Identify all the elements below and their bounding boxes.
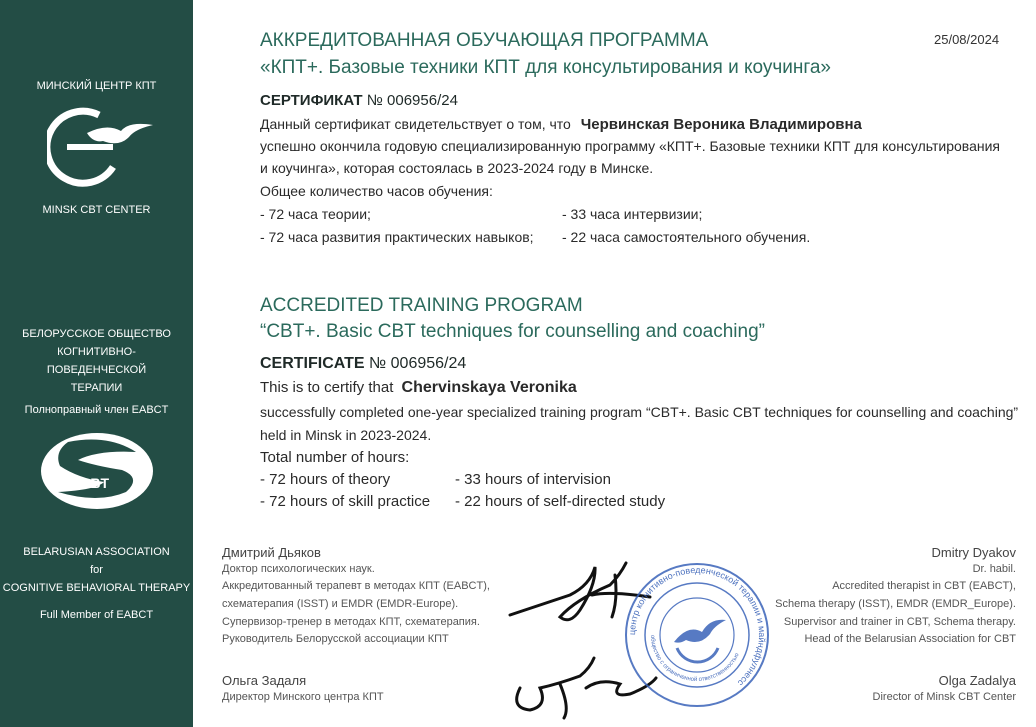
intro-ru: [260, 114, 862, 135]
member-ru: Полноправный член EABCT: [24, 404, 169, 416]
center-name-ru: МИНСКИЙ ЦЕНТР КПТ: [36, 80, 157, 92]
signatory1-line4-en: Supervisor and trainer in CBT, Schema therapy.: [783, 616, 1016, 628]
intro-text-ru: Данный сертификат свидетельствует о том, что: [260, 116, 571, 132]
program-line-en: successfully completed one-year specialized training program “CBT+. Basic CBT techniques for counselling and coaching”: [260, 404, 1019, 420]
signatory1-line2-en: Accredited therapist in CBT (EABCT),: [832, 580, 1016, 592]
signatory1-line3-ru: схематерапия (ISST) и EMDR (EMDR-Europe).: [222, 598, 459, 610]
signatory1-line2-ru: Аккредитованный терапевт в методах КПТ (EABCT),: [222, 580, 490, 592]
society-line-4: ТЕРАПИИ: [70, 382, 123, 394]
signatory1-name-en: Dmitry Dyakov: [931, 545, 1016, 560]
signatory1-line1-ru: Доктор психологических наук.: [222, 563, 375, 575]
signatory1-line5-ru: Руководитель Белорусской ассоциации КПТ: [222, 633, 449, 645]
society-line-2: КОГНИТИВНО-: [57, 346, 136, 358]
certificate-number-value-en: № 006956/24: [369, 355, 467, 372]
intro-en: [260, 377, 577, 399]
hours-self-study-ru: - 22 часа самостоятельного обучения.: [562, 229, 811, 245]
hours-practice-en: - 72 hours of skill practice: [260, 493, 431, 510]
recipient-name-en: Chervinskaya Veronika: [401, 379, 577, 396]
program-line2-en: held in Minsk in 2023-2024.: [260, 427, 432, 443]
recipient-name-ru: Червинская Вероника Владимировна: [580, 116, 862, 133]
bacbt-logo-text: BACBT: [60, 475, 109, 491]
svg-text:общество с ограниченной ответс: [649, 635, 741, 683]
stamp-outer-text: центр когнитивно-поведенческой терапии и майндфулнесс: [626, 564, 768, 689]
program-line-ru: успешно окончила годовую специализированную программу «КПТ+. Базовые техники КПТ для консультирования: [260, 138, 1000, 154]
program-subtitle-ru: «КПТ+. Базовые техники КПТ для консультирования и коучинга»: [260, 57, 831, 78]
signatory1-line4-ru: Супервизор-тренер в методах КПТ, схематерапия.: [222, 616, 480, 628]
certificate-number-value-ru: № 006956/24: [366, 92, 458, 109]
signatory2-title-en: Director of Minsk CBT Center: [872, 691, 1016, 703]
certificate-label-en: CERTIFICATE: [260, 355, 365, 372]
stamp-inner-text: общество с ограниченной ответственностью: [648, 634, 741, 684]
center-name-en: MINSK CBT CENTER: [42, 204, 151, 216]
association-line-2: for: [90, 564, 103, 576]
certificate-date: 25/08/2024: [934, 32, 1000, 47]
society-line-1: БЕЛОРУССКОЕ ОБЩЕСТВО: [22, 328, 171, 340]
minsk-center-logo-icon: [47, 103, 157, 188]
certificate-number-en: [260, 354, 466, 374]
certificate-number-ru: [260, 91, 458, 111]
hours-theory-en: - 72 hours of theory: [260, 471, 391, 488]
certificate-label-ru: СЕРТИФИКАТ: [260, 92, 363, 109]
hours-practice-ru: - 72 часа развития практических навыков;: [260, 229, 534, 245]
signatory1-name-ru: Дмитрий Дьяков: [222, 545, 321, 560]
bacbt-logo-icon: [38, 430, 156, 512]
hours-intervision-ru: - 33 часа интервизии;: [562, 206, 703, 222]
program-title-ru: АККРЕДИТОВАННАЯ ОБУЧАЮЩАЯ ПРОГРАММА: [260, 30, 709, 51]
hours-label-ru: Общее количество часов обучения:: [260, 183, 493, 199]
society-line-3: ПОВЕДЕНЧЕСКОЙ: [46, 364, 147, 376]
intro-text-en: This is to certify that: [260, 379, 394, 396]
association-line-1: BELARUSIAN ASSOCIATION: [23, 546, 170, 558]
hours-theory-ru: - 72 часа теории;: [260, 206, 371, 222]
hours-label-en: Total number of hours:: [260, 449, 410, 466]
hours-self-study-en: - 22 hours of self-directed study: [455, 493, 666, 510]
member-en: Full Member of EABCT: [39, 609, 154, 621]
signatory1-line1-en: Dr. habil.: [972, 563, 1016, 575]
signatory2-title-ru: Директор Минского центра КПТ: [222, 691, 384, 703]
program-title-en: ACCREDITED TRAINING PROGRAM: [260, 295, 583, 316]
hours-intervision-en: - 33 hours of intervision: [455, 471, 611, 488]
association-line-3: COGNITIVE BEHAVIORAL THERAPY: [2, 582, 191, 594]
signatory1-line5-en: Head of the Belarusian Association for CBT: [804, 633, 1016, 645]
signatory1-line3-en: Schema therapy (ISST), EMDR (EMDR_Europe).: [775, 598, 1016, 610]
company-stamp-icon: [622, 560, 772, 710]
signatory2-name-en: Olga Zadalya: [938, 673, 1016, 688]
signatory2-name-ru: Ольга Задаля: [222, 673, 307, 688]
program-line2-ru: и коучинга», которая состоялась в 2023-2024 году в Минске.: [260, 160, 654, 176]
sidebar: [0, 0, 193, 727]
program-subtitle-en: “CBT+. Basic CBT techniques for counselling and coaching”: [260, 321, 765, 342]
